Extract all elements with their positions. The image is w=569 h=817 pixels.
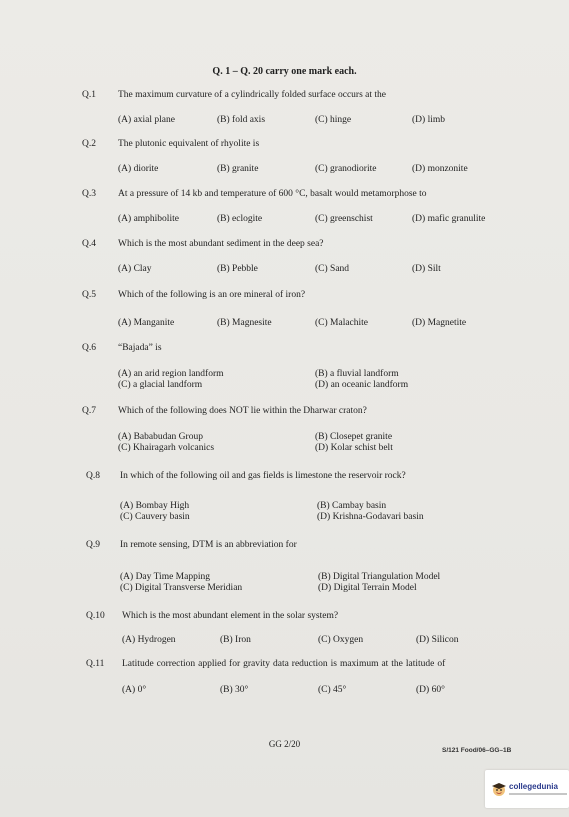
option-d: (D) Magnetite (412, 318, 467, 328)
option-d: (D) Kolar schist belt (315, 443, 393, 453)
option-b: (B) Closepet granite (315, 432, 393, 442)
logo-tagline-bar (509, 793, 567, 795)
option-c: (C) 45° (318, 685, 347, 695)
logo-text: collegedunia (509, 782, 558, 791)
option-d: (D) 60° (416, 685, 445, 695)
question-text: At a pressure of 14 kb and temperature of 600 °C, basalt would metamorphose to (118, 189, 427, 199)
option-b: (B) 30° (220, 685, 249, 695)
question-text: Which of the following does NOT lie within the Dharwar craton? (118, 406, 367, 416)
page-number: GG 2/20 (268, 739, 301, 749)
option-a: (A) Day Time Mapping (120, 572, 210, 582)
question-number: Q.2 (82, 139, 96, 149)
option-d: (D) mafic granulite (412, 214, 486, 224)
option-c: (C) hinge (315, 115, 352, 125)
option-b: (B) eclogite (217, 214, 263, 224)
option-c: (C) Cauvery basin (120, 512, 190, 522)
question-number: Q.1 (82, 90, 96, 100)
question-text: Latitude correction applied for gravity data reduction is maximum at the latitude of (122, 659, 446, 669)
option-a: (A) Manganite (118, 318, 175, 328)
paper-code: S/121 Food/06–GG–1B (442, 747, 512, 754)
question-text: “Bajada” is (118, 343, 162, 353)
question-text: Which is the most abundant element in the solar system? (122, 611, 339, 621)
option-d: (D) Silicon (416, 635, 459, 645)
option-b: (B) Digital Triangulation Model (318, 572, 441, 582)
question-number: Q.5 (82, 290, 96, 300)
option-c: (C) a glacial landform (118, 380, 203, 390)
question-number: Q.8 (86, 471, 100, 481)
question-number: Q.9 (86, 540, 100, 550)
question-text: The maximum curvature of a cylindrically folded surface occurs at the (118, 90, 386, 100)
section-heading: Q. 1 – Q. 20 carry one mark each. (212, 66, 357, 77)
option-b: (B) granite (217, 164, 259, 174)
option-a: (A) Clay (118, 264, 152, 274)
option-a: (A) Bombay High (120, 501, 190, 511)
option-a: (A) Hydrogen (122, 635, 176, 645)
option-c: (C) Khairagarh volcanics (118, 443, 215, 453)
question-number: Q.4 (82, 239, 96, 249)
collegedunia-logo (485, 770, 569, 808)
option-d: (D) Silt (412, 264, 441, 274)
option-a: (A) amphibolite (118, 214, 179, 224)
graduate-face-icon (491, 781, 507, 797)
option-d: (D) Digital Terrain Model (318, 583, 417, 593)
option-d: (D) an oceanic landform (315, 380, 409, 390)
option-b: (B) Cambay basin (317, 501, 387, 511)
option-c: (C) granodiorite (315, 164, 377, 174)
option-c: (C) Oxygen (318, 635, 364, 645)
question-text: In remote sensing, DTM is an abbreviation for (120, 540, 297, 550)
option-c: (C) Sand (315, 264, 350, 274)
question-text: Which of the following is an ore mineral of iron? (118, 290, 306, 300)
option-d: (D) monzonite (412, 164, 468, 174)
option-a: (A) diorite (118, 164, 159, 174)
option-b: (B) a fluvial landform (315, 369, 399, 379)
question-text: Which is the most abundant sediment in the deep sea? (118, 239, 324, 249)
option-a: (A) axial plane (118, 115, 175, 125)
option-b: (B) fold axis (217, 115, 266, 125)
option-d: (D) limb (412, 115, 445, 125)
option-b: (B) Magnesite (217, 318, 272, 328)
question-number: Q.11 (86, 659, 105, 669)
question-number: Q.10 (86, 611, 105, 621)
question-number: Q.6 (82, 343, 96, 353)
question-number: Q.3 (82, 189, 96, 199)
question-number: Q.7 (82, 406, 96, 416)
option-c: (C) greenschist (315, 214, 373, 224)
question-text: The plutonic equivalent of rhyolite is (118, 139, 260, 149)
option-d: (D) Krishna-Godavari basin (317, 512, 424, 522)
option-a: (A) 0° (122, 685, 147, 695)
option-b: (B) Pebble (217, 264, 258, 274)
option-a: (A) an arid region landform (118, 369, 224, 379)
option-b: (B) Iron (220, 635, 251, 645)
option-a: (A) Bababudan Group (118, 432, 203, 442)
option-c: (C) Digital Transverse Meridian (120, 583, 243, 593)
question-text: In which of the following oil and gas fields is limestone the reservoir rock? (120, 471, 406, 481)
option-c: (C) Malachite (315, 318, 369, 328)
